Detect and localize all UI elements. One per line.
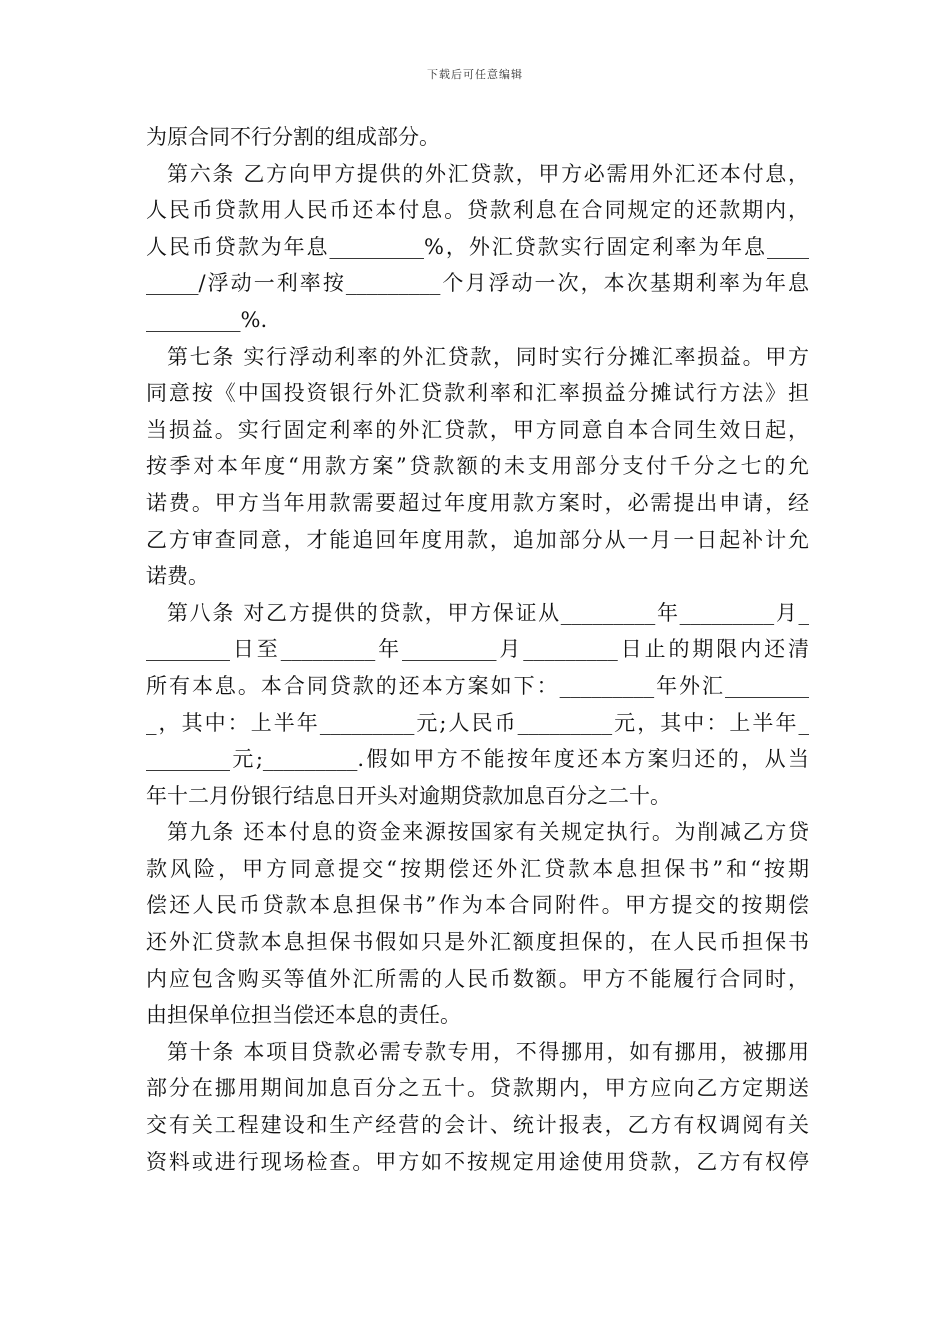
text-line: 乙方审查同意，才能追回年度用款，追加部分从一月一日起补计允 bbox=[146, 527, 809, 552]
text-line: 由担保单位担当偿还本息的责任。 bbox=[146, 1003, 461, 1028]
text-line: 所有本息。本合同贷款的还本方案如下：_________年外汇________ bbox=[146, 673, 809, 698]
paragraph bbox=[146, 595, 809, 815]
text-line: ________元;_________.假如甲方不能按年度还本方案归还的，从当 bbox=[146, 747, 809, 772]
text-line: 第六条 乙方向甲方提供的外汇贷款，甲方必需用外汇还本付息， bbox=[167, 161, 809, 186]
text-line: 款风险，甲方同意提交“按期偿还外汇贷款本息担保书”和“按期 bbox=[146, 856, 809, 881]
text-line: 交有关工程建设和生产经营的会计、统计报表，乙方有权调阅有关 bbox=[146, 1113, 809, 1138]
text-line: 内应包含购买等值外汇所需的人民币数额。甲方不能履行合同时， bbox=[146, 966, 809, 991]
text-line: 人民币贷款为年息_________%，外汇贷款实行固定利率为年息____ bbox=[146, 234, 809, 259]
text-line: 第九条 还本付息的资金来源按国家有关规定执行。为削减乙方贷 bbox=[167, 820, 809, 845]
text-line: 诺费。 bbox=[146, 564, 209, 589]
text-line: 第七条 实行浮动利率的外汇贷款，同时实行分摊汇率损益。甲方 bbox=[167, 344, 809, 369]
text-line: 当损益。实行固定利率的外汇贷款，甲方同意自本合同生效日起， bbox=[146, 417, 809, 442]
text-line: _________%. bbox=[146, 307, 268, 332]
page-header: 下载后可任意编辑 bbox=[427, 68, 523, 81]
text-line: 部分在挪用期间加息百分之五十。贷款期内，甲方应向乙方定期送 bbox=[146, 1076, 809, 1101]
text-line: 年十二月份银行结息日开头对逾期贷款加息百分之二十。 bbox=[146, 783, 671, 808]
text-line: 按季对本年度“用款方案”贷款额的未支用部分支付千分之七的允 bbox=[146, 454, 809, 479]
paragraph bbox=[146, 156, 809, 339]
paragraph bbox=[146, 814, 809, 1034]
text-line: 诺费。甲方当年用款需要超过年度用款方案时，必需提出申请，经 bbox=[146, 490, 809, 515]
text-line: _，其中：上半年_________元;人民币_________元，其中：上半年_ bbox=[146, 710, 809, 735]
paragraph bbox=[146, 1034, 809, 1180]
text-line: 资料或进行现场检查。甲方如不按规定用途使用贷款，乙方有权停 bbox=[146, 1149, 809, 1174]
paragraph bbox=[146, 119, 809, 156]
text-line: 人民币贷款用人民币还本付息。贷款利息在合同规定的还款期内， bbox=[146, 198, 809, 223]
text-line: 还外汇贷款本息担保书假如只是外汇额度担保的，在人民币担保书 bbox=[146, 930, 809, 955]
text-line: 为原合同不行分割的组成部分。 bbox=[146, 125, 440, 149]
text-line: 第十条 本项目贷款必需专款专用，不得挪用，如有挪用，被挪用 bbox=[167, 1039, 809, 1064]
text-line: 第八条 对乙方提供的贷款，甲方保证从_________年_________月_ bbox=[167, 600, 809, 625]
text-line: 偿还人民币贷款本息担保书”作为本合同附件。甲方提交的按期偿 bbox=[146, 893, 809, 918]
document-body bbox=[146, 119, 809, 1180]
text-line: 同意按《中国投资银行外汇贷款利率和汇率损益分摊试行方法》担 bbox=[146, 381, 809, 406]
text-line: ________日至_________年_________月_________日止的期限内还清 bbox=[146, 637, 809, 662]
paragraph bbox=[146, 339, 809, 595]
text-line: _____/浮动一利率按_________个月浮动一次，本次基期利率为年息 bbox=[146, 271, 809, 296]
